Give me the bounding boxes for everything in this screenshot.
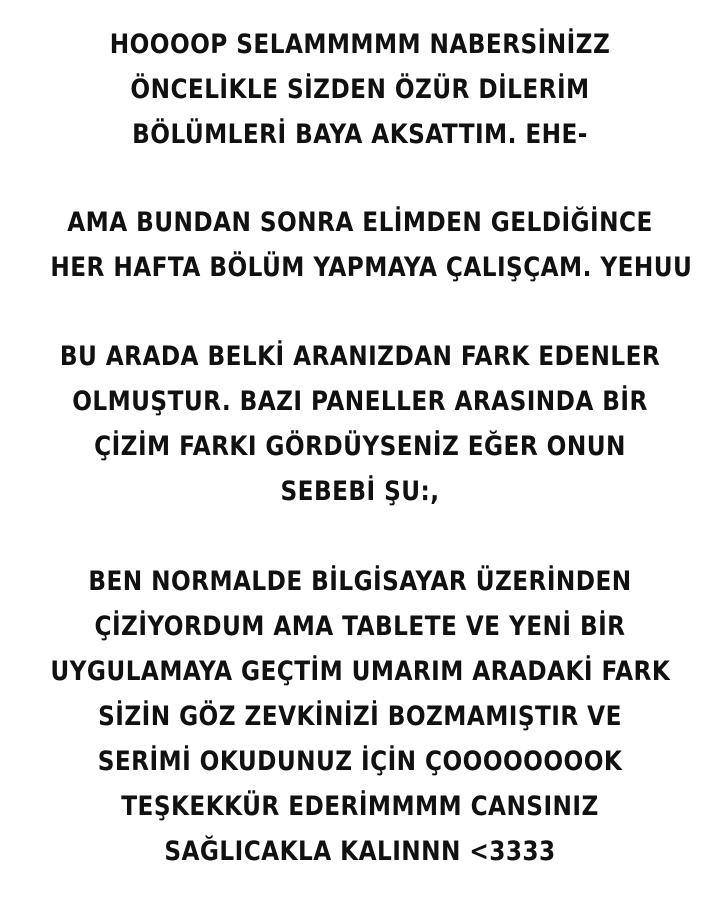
note-line: SERİMİ OKUDUNUZ İÇİN ÇOOOOOOOOK: [97, 746, 623, 777]
note-line: HOOOOP SELAMMMMM NABERSİNİZZ: [109, 29, 611, 60]
note-line: TEŞKEKKÜR EDERİMMMM CANSINIZ: [121, 791, 599, 822]
note-line: UYGULAMAYA GEÇTİM UMARIM ARADAKİ FARK: [50, 656, 671, 687]
note-line: SİZİN GÖZ ZEVKİNİZİ BOZMAMIŞTIR VE: [98, 701, 622, 732]
note-line: BÖLÜMLERİ BAYA AKSATTIM. EHE-: [132, 119, 588, 150]
note-line: ÇİZİM FARKI GÖRDÜYSENİZ EĞER ONUN: [94, 431, 626, 462]
note-line: SAĞLICAKLA KALINNN <3333: [164, 836, 556, 867]
note-line: ÇİZİYORDUM AMA TABLETE VE YENİ BİR: [94, 611, 626, 642]
note-line: OLMUŞTUR. BAZI PANELLER ARASINDA BİR: [72, 386, 648, 417]
note-line: SEBEBİ ŞU:,: [280, 476, 440, 507]
note-line: BEN NORMALDE BİLGİSAYAR ÜZERİNDEN: [88, 566, 632, 597]
note-line: BU ARADA BELKİ ARANIZDAN FARK EDENLER: [59, 341, 661, 372]
note-line: HER HAFTA BÖLÜM YAPMAYA ÇALIŞÇAM. YEHUU: [50, 252, 693, 283]
note-line: AMA BUNDAN SONRA ELİMDEN GELDİĞİNCE: [67, 207, 653, 238]
note-line: ÖNCELİKLE SİZDEN ÖZÜR DİLERİM: [130, 74, 590, 105]
